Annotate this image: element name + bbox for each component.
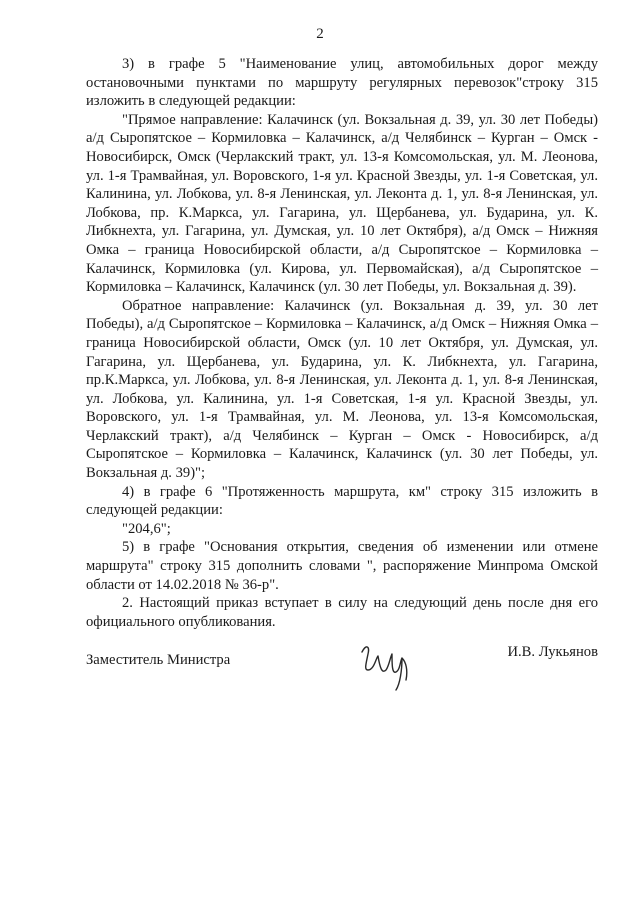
signatory-title: Заместитель Министра <box>86 652 231 668</box>
document-body <box>86 55 598 631</box>
paragraph-item-5: 5) в графе "Основания открытия, сведения об изменении или отмене маршрута" строку 315 дополнить словами ", распоряжение Минпрома Омской области от 14.02.2018 № 36-р". <box>86 539 598 593</box>
paragraph-forward-direction: "Прямое направление: Калачинск (ул. Вокзальная д. 39, ул. 30 лет Победы) а/д Сыропятское – Кормиловка – Калачинск, а/д Челябинск – Курган – Омск - Новосибирск, Омск (Черлакский тракт, ул. 13-я Комсомольская, ул. М. Леонова, ул. 1-я Трамвайная, ул. Воровского, 1-я ул. Красной Звезды, ул. 1-я Советская, ул. Калинина, ул. Лобкова, ул. 8-я Ленинская, ул. Леконта д. 1, ул. 8-я Ленинская, ул. Лобкова, пр. К.Маркса, ул. Гагарина, ул. Щербанева, ул. Бударина, ул. К. Либкнехта, ул. Гагарина, ул. Думская, ул. 10 лет Октября), а/д Омск – Нижняя Омка – граница Новосибирской области, а/д Сыропятское – Кормиловка – Калачинск, Кормиловка (ул. Кирова, ул. Первомайская), а/д Сыропятское – Кормиловка – Калачинск, Калачинск (ул. 30 лет Победы, ул. Вокзальная д. 39). <box>86 111 598 296</box>
signatory-name: И.В. Лукьянов <box>507 644 598 660</box>
signature-block <box>86 640 598 700</box>
paragraph-route-length: "204,6"; <box>122 520 171 537</box>
page-number: 2 <box>316 26 324 42</box>
handwritten-signature <box>356 640 426 695</box>
paragraph-reverse-direction: Обратное направление: Калачинск (ул. Вокзальная д. 39, ул. 30 лет Победы), а/д Сыропятское – Кормиловка – Калачинск, а/д Омск – Нижняя Омка – граница Новосибирской области, Омск (ул. 10 лет Октября, ул. Думская, ул. Гагарина, ул. Щербанева, ул. Бударина, ул. К. Либкнехта, ул. Гагарина, пр.К.Маркса, ул. Лобкова, ул. 8-я Ленинская, ул. Леконта д. 1, ул. 8-я Ленинская, ул. Лобкова, ул. Калинина, ул. 1-я Советская, 1-я ул. Красной Звезды, ул. Воровского, ул. 1-я Трамвайная, ул. М. Леонова, ул. 13-я Комсомольская, Черлакский тракт), а/д Челябинск – Курган – Омск - Новосибирск, а/д Сыропятское – Кормиловка – Калачинск, Калачинск (ул. 30 лет Победы, ул. Вокзальная д. 39)"; <box>86 297 598 482</box>
paragraph-item-4: 4) в графе 6 "Протяженность маршрута, км" строку 315 изложить в следующей редакции: <box>86 483 598 519</box>
paragraph-item-3: 3) в графе 5 "Наименование улиц, автомобильных дорог между остановочными пунктами по маршруту регулярных перевозок"строку 315 изложить в следующей редакции: <box>86 56 598 110</box>
paragraph-effective-date: 2. Настоящий приказ вступает в силу на следующий день после дня его официального опубликования. <box>86 595 598 630</box>
